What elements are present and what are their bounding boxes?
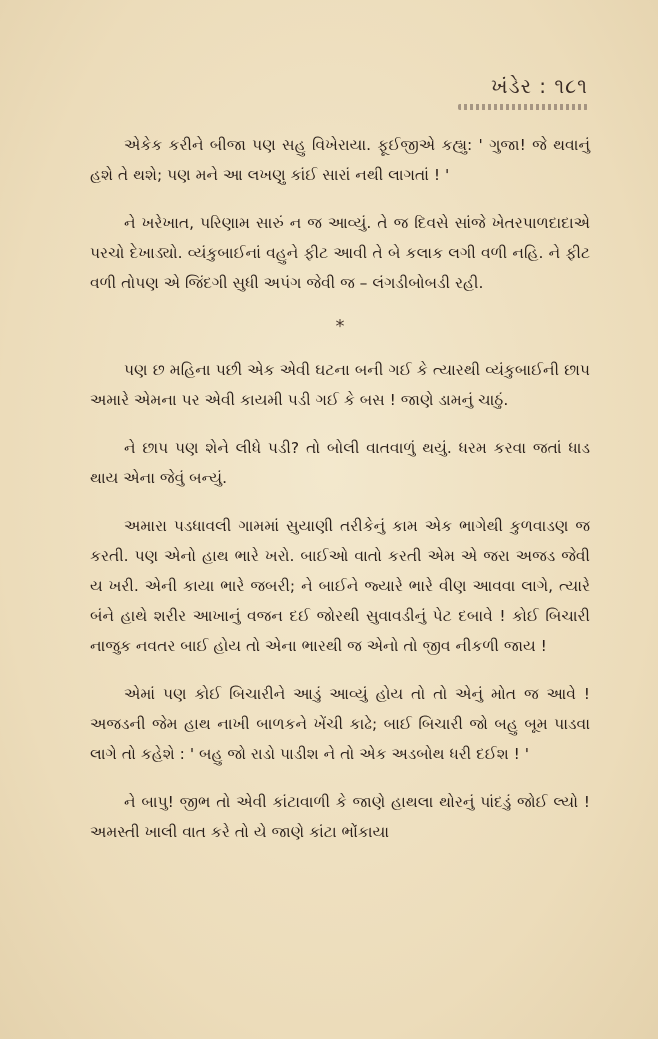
paragraph: પણ છ મહિના પછી એક એવી ઘટના બની ગઈ કે ત્યારથી વ્યંકુબાઈની છાપ અમારે એમના પર એવી કાયમી પડી ગઈ કે બસ ! જાણે ડામનું ચાઠું.	[90, 361, 590, 409]
paragraph: એમાં પણ કોઈ બિચારીને આડું આવ્યું હોય તો તો એનું મોત જ આવે ! અજડની જેમ હાથ નાખી બાળકને ખેંચી કાઢે; બાઈ બિચારી જો બહુ બૂમ પાડવા લાગે તો કહેશે : ' બહુ જો રાડો પાડીશ ને તો એક અડબોથ ધરી દઈશ ! '	[90, 685, 590, 763]
page-header	[458, 74, 588, 110]
paragraph: અમારા પડધાવલી ગામમાં સુયાણી તરીકેનું કામ એક ભાગેથી કુળવાડણ જ કરતી. પણ એનો હાથ ભારે ખરો. બાઈઓ વાતો કરતી એમ એ જરા અજડ જેવી ય ખરી. એની કાયા ભારે જબરી; ને બાઈને જ્યારે ભારે વીણ આવવા લાગે, ત્યારે બંને હાથે શરીર આખાનું વજન દઈ જોરથી સુવાવડીનું પેટ દબાવે ! કોઈ બિચારી નાજુક નવતર બાઈ હોય તો એના ભારથી જ એનો તો જીવ નીકળી જાય !	[90, 517, 590, 655]
paragraph: ને બાપુ! જીભ તો એવી કાંટાવાળી કે જાણે હાથલા થોરનું પાંદડું જોઈ લ્યો ! અમસ્તી ખાલી વાત કરે તો યે જાણે કાંટા ભોંકાયા	[90, 793, 590, 841]
paragraph: એકેક કરીને બીજા પણ સહુ વિખેરાયા. ફૂઈજીએ કહ્યુ: ' ગુજા! જે થવાનું હશે તે થશે; પણ મને આ લખણુ કાંઈ સારાં નથી લાગતાં ! '	[90, 136, 590, 184]
section-separator: *	[335, 316, 345, 337]
page-body	[90, 130, 590, 865]
paragraph: ને છાપ પણ શેને લીધે પડી? તો બોલી વાતવાળું થયું. ધરમ કરવા જતાં ધાડ થાય એના જેવું બન્યું.	[90, 439, 590, 487]
paragraph: ને ખરેખાત, પરિણામ સારું ન જ આવ્યું. તે જ દિવસે સાંજે ખેતરપાળદાદાએ પરચો દેખાડ્યો. વ્યંકુબાઈનાં વહુને ફીટ આવી તે બે કલાક લગી વળી નહિ. ને ફીટ વળી તોપણ એ જિંદગી સુધી અપંગ જેવી જ – લંગડીબોબડી રહી.	[90, 214, 590, 292]
header-underline	[458, 104, 588, 110]
running-header: ખંડેર : ૧૮૧	[491, 74, 588, 98]
